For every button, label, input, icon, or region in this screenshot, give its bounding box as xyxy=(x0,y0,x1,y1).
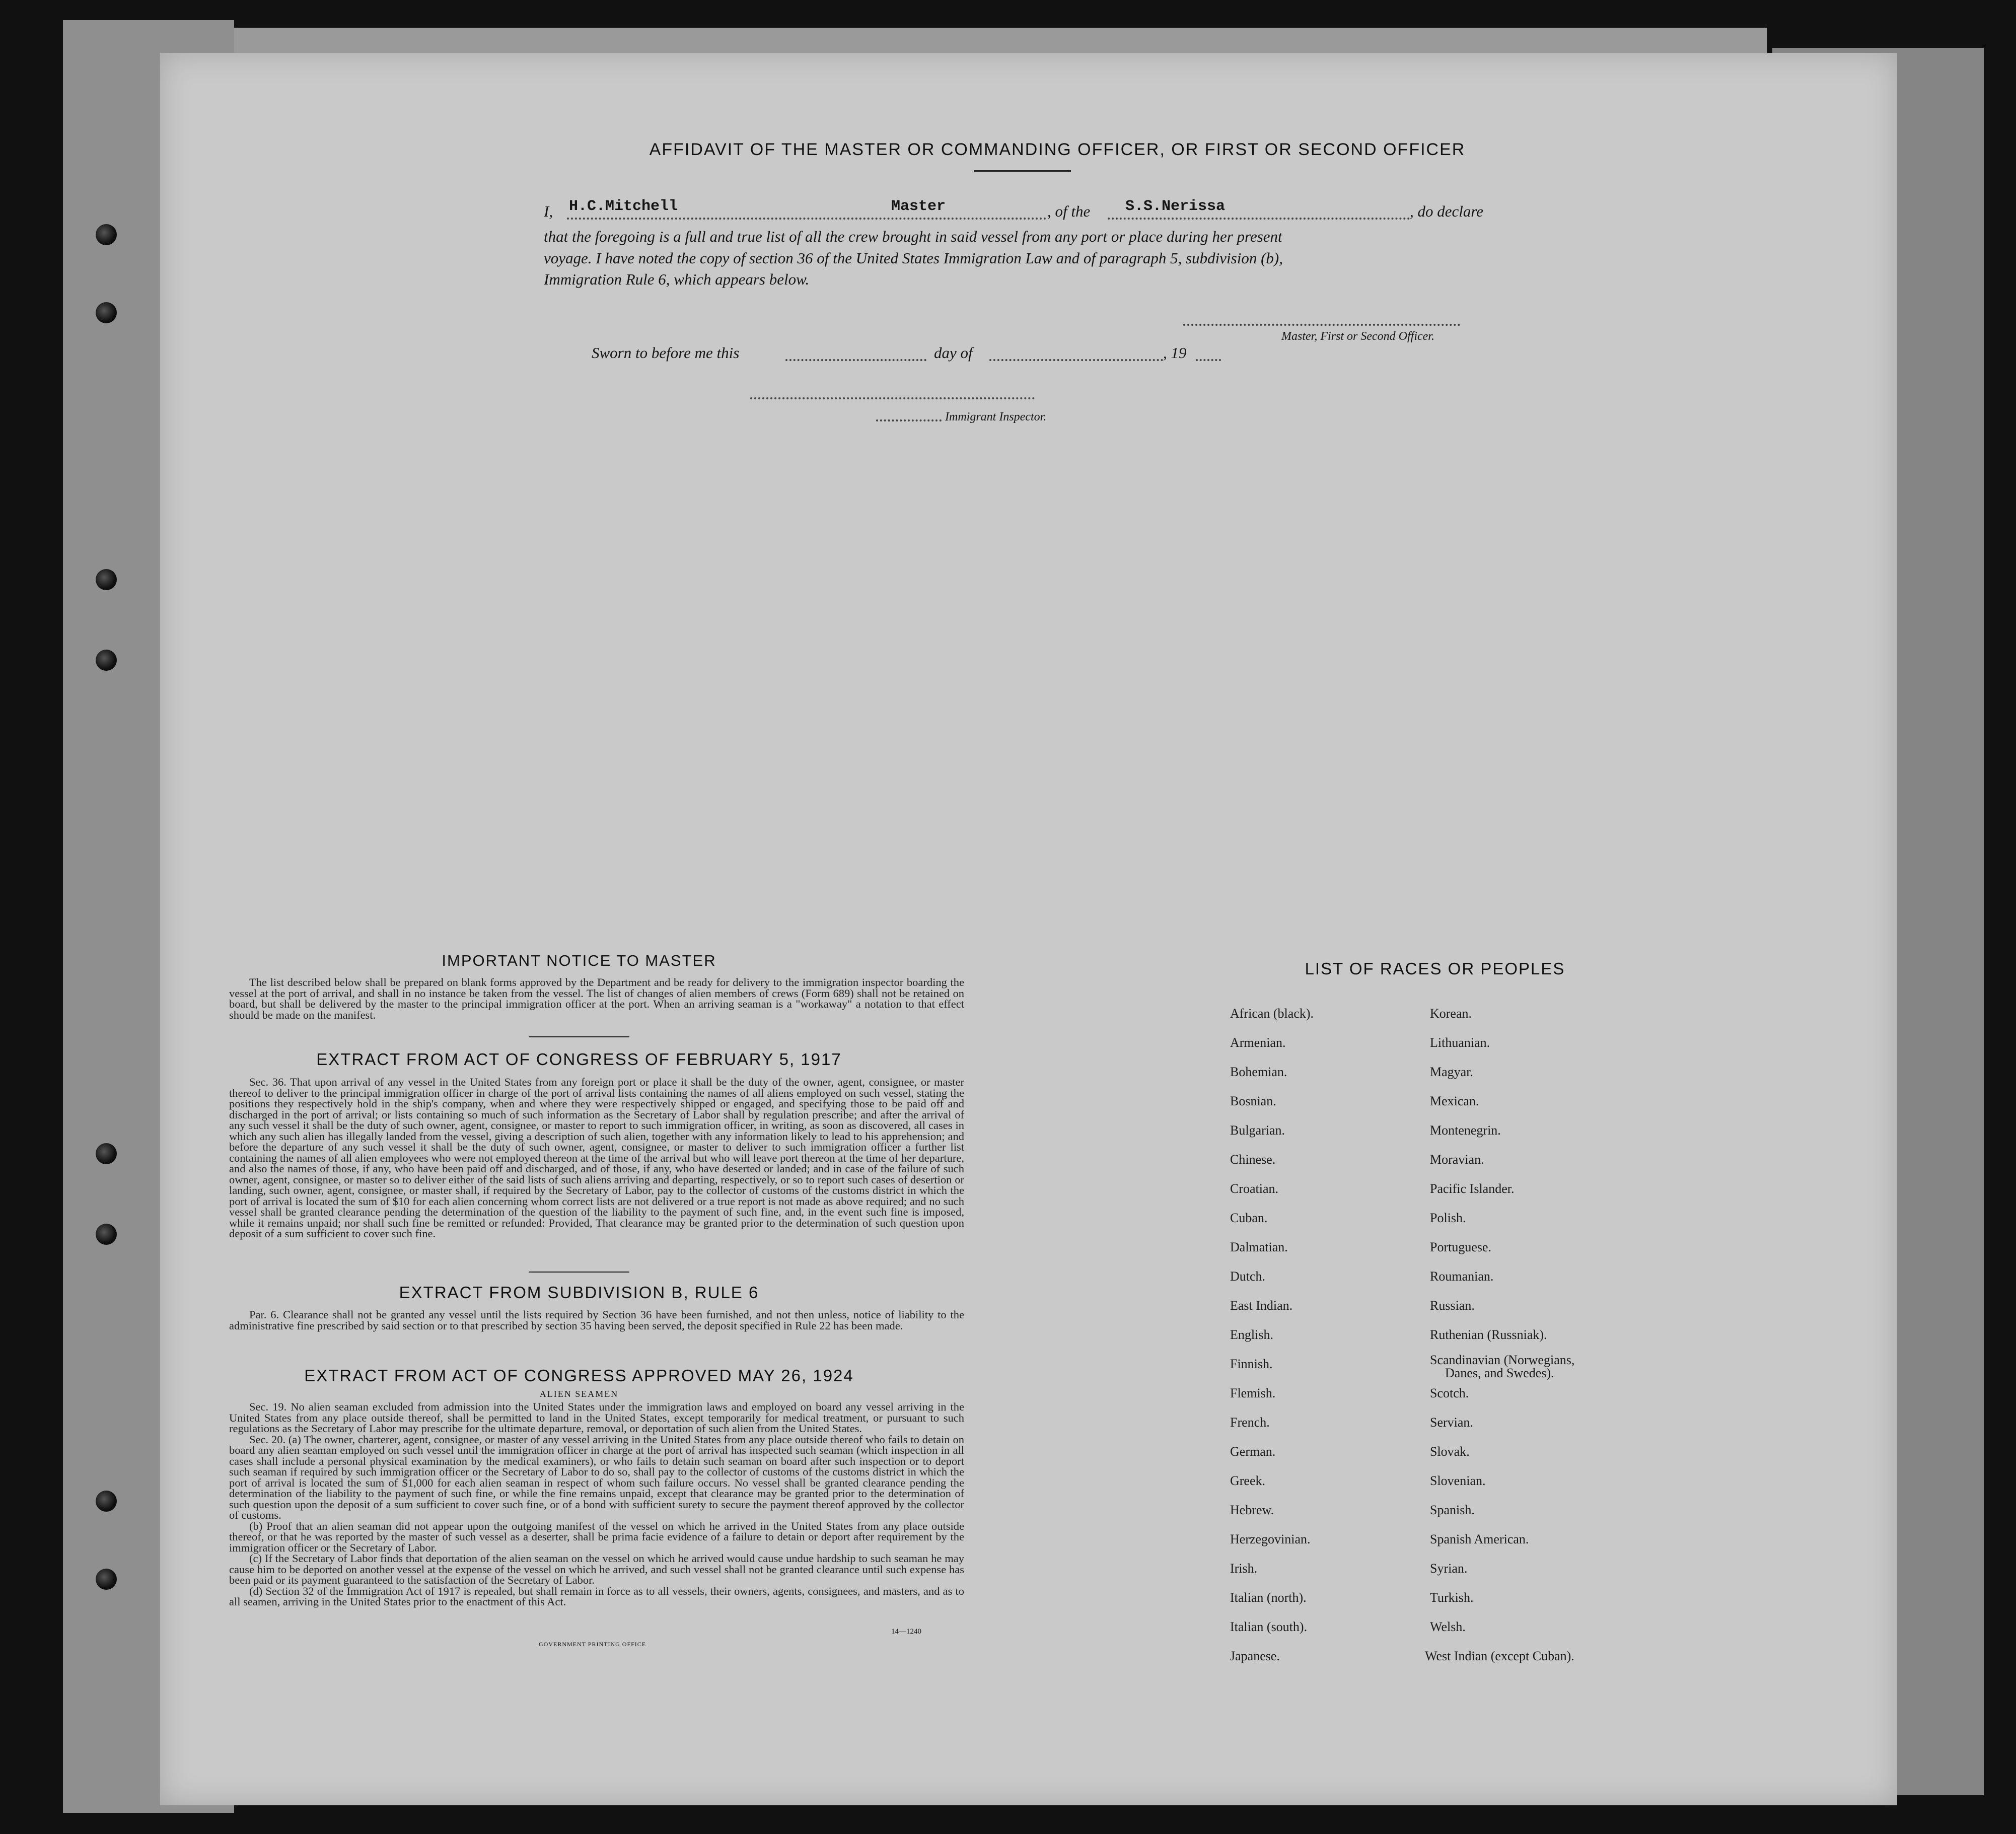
race-item: West Indian (except Cuban). xyxy=(1425,1649,1574,1663)
day-of-label: day of xyxy=(934,344,973,362)
title-underline xyxy=(974,170,1071,172)
sworn-year-line xyxy=(1196,359,1221,361)
race-item: Japanese. xyxy=(1230,1649,1280,1663)
vessel-name-value: S.S.Nerissa xyxy=(1125,198,1226,215)
form-number: 14—1240 xyxy=(891,1628,921,1636)
race-item: Irish. xyxy=(1230,1561,1258,1576)
race-item: Scandinavian (Norwegians, xyxy=(1430,1353,1575,1367)
race-item: Chinese. xyxy=(1230,1152,1276,1167)
extract-1917-divider xyxy=(529,1272,629,1273)
affidavit-i: I, xyxy=(544,202,553,220)
race-item: Moravian. xyxy=(1430,1152,1484,1167)
race-item: Turkish. xyxy=(1430,1590,1474,1605)
race-item: Herzegovinian. xyxy=(1230,1532,1311,1546)
race-item: Portuguese. xyxy=(1430,1240,1492,1254)
officer-name-line xyxy=(567,218,1046,220)
punch-hole xyxy=(96,224,117,245)
race-item: Dutch. xyxy=(1230,1269,1266,1284)
affidavit-title: AFFIDAVIT OF THE MASTER OR COMMANDING OFFICER, OR FIRST OR SECOND OFFICER xyxy=(649,140,1466,159)
officer-rank-value: Master xyxy=(891,198,946,215)
notice-title: IMPORTANT NOTICE TO MASTER xyxy=(442,952,716,969)
race-item: African (black). xyxy=(1230,1006,1314,1021)
race-item: Russian. xyxy=(1430,1298,1475,1313)
year-label: , 19 xyxy=(1163,344,1187,362)
race-item: Armenian. xyxy=(1230,1035,1286,1050)
race-item: Dalmatian. xyxy=(1230,1240,1288,1254)
notice-divider xyxy=(529,1036,629,1037)
race-item: Ruthenian (Russniak). xyxy=(1430,1327,1547,1342)
inspector-lead-dots xyxy=(876,419,942,421)
race-item: Mexican. xyxy=(1430,1094,1479,1108)
punch-hole xyxy=(96,302,117,323)
punch-hole xyxy=(96,1143,117,1164)
inspector-signature-line xyxy=(750,397,1035,399)
affidavit-line-4: Immigration Rule 6, which appears below. xyxy=(544,270,810,288)
of-the-label: , of the xyxy=(1047,202,1091,220)
race-item: English. xyxy=(1230,1327,1273,1342)
extract-1917-title: EXTRACT FROM ACT OF CONGRESS OF FEBRUARY 5, 1917 xyxy=(316,1050,842,1069)
punch-hole xyxy=(96,1224,117,1245)
race-item: Greek. xyxy=(1230,1473,1266,1488)
race-item: Finnish. xyxy=(1230,1357,1273,1371)
signature-line xyxy=(1183,324,1460,326)
signature-caption: Master, First or Second Officer. xyxy=(1281,330,1434,343)
race-item: Bosnian. xyxy=(1230,1094,1276,1108)
race-item-continued: Danes, and Swedes). xyxy=(1445,1366,1554,1380)
race-item: Flemish. xyxy=(1230,1386,1276,1400)
extract-1924-title: EXTRACT FROM ACT OF CONGRESS APPROVED MAY 26, 1924 xyxy=(304,1366,854,1385)
race-item: Welsh. xyxy=(1430,1619,1466,1634)
race-item: Korean. xyxy=(1430,1006,1472,1021)
race-item: Spanish. xyxy=(1430,1503,1475,1517)
printer-imprint: GOVERNMENT PRINTING OFFICE xyxy=(539,1641,646,1648)
race-item: Croatian. xyxy=(1230,1181,1279,1196)
affidavit-line-3: voyage. I have noted the copy of section 36 of the United States Immigration Law and of paragraph 5, subdivision (b), xyxy=(544,249,1283,267)
race-item: Cuban. xyxy=(1230,1211,1268,1225)
race-item: Slovenian. xyxy=(1430,1473,1486,1488)
vessel-name-line xyxy=(1108,218,1410,220)
race-item: Pacific Islander. xyxy=(1430,1181,1515,1196)
extract-1924-text: Sec. 19. No alien seaman excluded from admission into the United States under the immigration laws and employed on board any vessel arriving in the United States from any place outside thereof, shall be permitted to land in the United States, except temporarily for medical treatment, or pursuant to such regulations as the Secretary of Labor may prescribe for the ultimate departure, removal, or deportation of such alien from the United States. Sec. 20. (a) The owner, charterer, agent, consignee, or master of any vessel arriving in the United States from any place outside thereof who fails to detain on board any alien seaman employed on such vessel until the immigration officer in charge at the port of arrival has inspected such seaman (which inspection in all cases shall include a personal physical examination by the medical examiners), or who fails to detain such seaman on board after such inspection or to deport such seaman if required by such immigration officer or the Secretary of Labor to do so, shall pay to the collector of customs of the customs district in which the port of arrival is located the sum of $1,000 for each alien seaman in respect of whom such failure occurs. No vessel shall be granted clearance pending the determination of the liability to the payment of such fine, or while the fine remains unpaid, except that clearance may be granted prior to the determination of such question upon the deposit of a sum sufficient to cover such fine, or of a bond with sufficient surety to secure the payment thereof approved by the collector of customs. (b) Proof that an alien seaman did not appear upon the outgoing manifest of the vessel on which he arrived in the United States from any place outside thereof, or that he was reported by the master of such vessel as a deserter, shall be prima facie evidence of a failure to detain or deport after requirement by the immigration officer or the Secretary of Labor. (c) If the Secretary of Labor finds that deportation of the alien seaman on the vessel on which he arrived would cause undue hardship to such seaman he may cause him to be deported on another vessel at the expense of the vessel on which he arrived, and such vessel shall not be granted clearance until such expense has been paid or its payment guaranteed to the satisfaction of the Secretary of Labor. (d) Section 32 of the Immigration Act of 1917 is repealed, but shall remain in force as to all vessels, their owners, agents, consignees, and masters, and as to all seamen, arriving in the United States prior to the enactment of this Act. xyxy=(229,1400,964,1608)
sworn-day-line xyxy=(785,359,926,361)
punch-hole xyxy=(96,569,117,590)
notice-text: The list described below shall be prepared on blank forms approved by the Department and be ready for delivery to the immigration inspector boarding the vessel at the port of arrival, and shall in no instance be taken from the vessel. The list of changes of alien members of crews (Form 689) shall not be retained on board, but shall be delivered by the master to the principal immigration officer at the port. When an arriving seaman is a "workaway" a notation to that effect should be made on the manifest. xyxy=(229,976,964,1021)
race-item: Italian (north). xyxy=(1230,1590,1307,1605)
race-item: Magyar. xyxy=(1430,1065,1473,1079)
race-item: Slovak. xyxy=(1430,1444,1470,1459)
race-item: Bohemian. xyxy=(1230,1065,1287,1079)
race-item: Spanish American. xyxy=(1430,1532,1529,1546)
inspector-caption: Immigrant Inspector. xyxy=(945,410,1047,424)
race-item: Scotch. xyxy=(1430,1386,1469,1400)
race-item: Hebrew. xyxy=(1230,1503,1274,1517)
race-item: Roumanian. xyxy=(1430,1269,1494,1284)
punch-hole xyxy=(96,1491,117,1512)
extract-rule6-text: Par. 6. Clearance shall not be granted any vessel until the lists required by Section 36 have been furnished, and not then unless, notice of liability to the administrative fine prescribed by said section or to that prescribed by section 35 having been served, the deposit specified in Rule 22 has been made. xyxy=(229,1308,964,1332)
race-item: Lithuanian. xyxy=(1430,1035,1490,1050)
race-item: Polish. xyxy=(1430,1211,1466,1225)
alien-seamen-subtitle: ALIEN SEAMEN xyxy=(539,1389,619,1399)
race-item: Servian. xyxy=(1430,1415,1473,1430)
race-item: Bulgarian. xyxy=(1230,1123,1285,1138)
affidavit-line-2: that the foregoing is a full and true list of all the crew brought in said vessel from any port or place during her present xyxy=(544,228,1282,245)
race-item: Italian (south). xyxy=(1230,1619,1308,1634)
extract-1917-text: Sec. 36. That upon arrival of any vessel in the United States from any foreign port or place it shall be the duty of the owner, agent, consignee, or master thereof to deliver to the principal immigration officer in charge of the port of arrival lists containing the names of all aliens employed on such vessel, stating the positions they respectively hold in the ship's company, when and where they were respectively shipped or engaged, and specifying those to be paid off and discharged in the port of arrival; or lists containing so much of such information as the Secretary of Labor shall by regulation prescribe; and after the arrival of any such vessel it shall be the duty of such owner, agent, consignee, or master to report to such immigration officer, in writing, as soon as discovered, all cases in which any such alien has illegally landed from the vessel, giving a description of such alien, together with any information likely to lead to his apprehension; and before the departure of any such vessel it shall be the duty of such owner, agent, consignee, or master to deliver to such immigration officer a further list containing the names of all alien employees who were not employed thereon at the time of the arrival but who will leave port thereon at the time of her departure, and also the names of those, if any, who have been paid off and discharged, and of those, if any, who have deserted or landed; and in case of the failure of such owner, agent, consignee, or master so to deliver either of the said lists of such aliens arriving and departing, respectively, or so to report such cases of desertion or landing, such owner, agent, consignee, or master shall, if required by the Secretary of Labor, pay to the collector of customs of the customs district in which the port of arrival is located the sum of $10 for each alien concerning whom correct lists are not delivered or a true report is not made as above required; and no such vessel shall be granted clearance pending the determination of the question of the liability to the payment of such fine, and, in the event such fine is imposed, while it remains unpaid; nor shall such fine be remitted or refunded: Provided, That clearance may be granted prior to the determination of such question upon deposit of a sum sufficient to cover such fine. xyxy=(229,1076,964,1240)
punch-hole xyxy=(96,1569,117,1590)
race-item: Syrian. xyxy=(1430,1561,1468,1576)
races-title: LIST OF RACES OR PEOPLES xyxy=(1305,959,1565,978)
punch-hole xyxy=(96,650,117,671)
do-declare-label: , do declare xyxy=(1410,202,1484,220)
race-item: French. xyxy=(1230,1415,1270,1430)
officer-name-value: H.C.Mitchell xyxy=(569,198,678,215)
extract-rule6-title: EXTRACT FROM SUBDIVISION B, RULE 6 xyxy=(399,1283,759,1302)
race-item: Montenegrin. xyxy=(1430,1123,1501,1138)
race-item: East Indian. xyxy=(1230,1298,1293,1313)
sworn-label: Sworn to before me this xyxy=(592,344,740,362)
sworn-month-line xyxy=(989,359,1163,361)
race-item: German. xyxy=(1230,1444,1276,1459)
